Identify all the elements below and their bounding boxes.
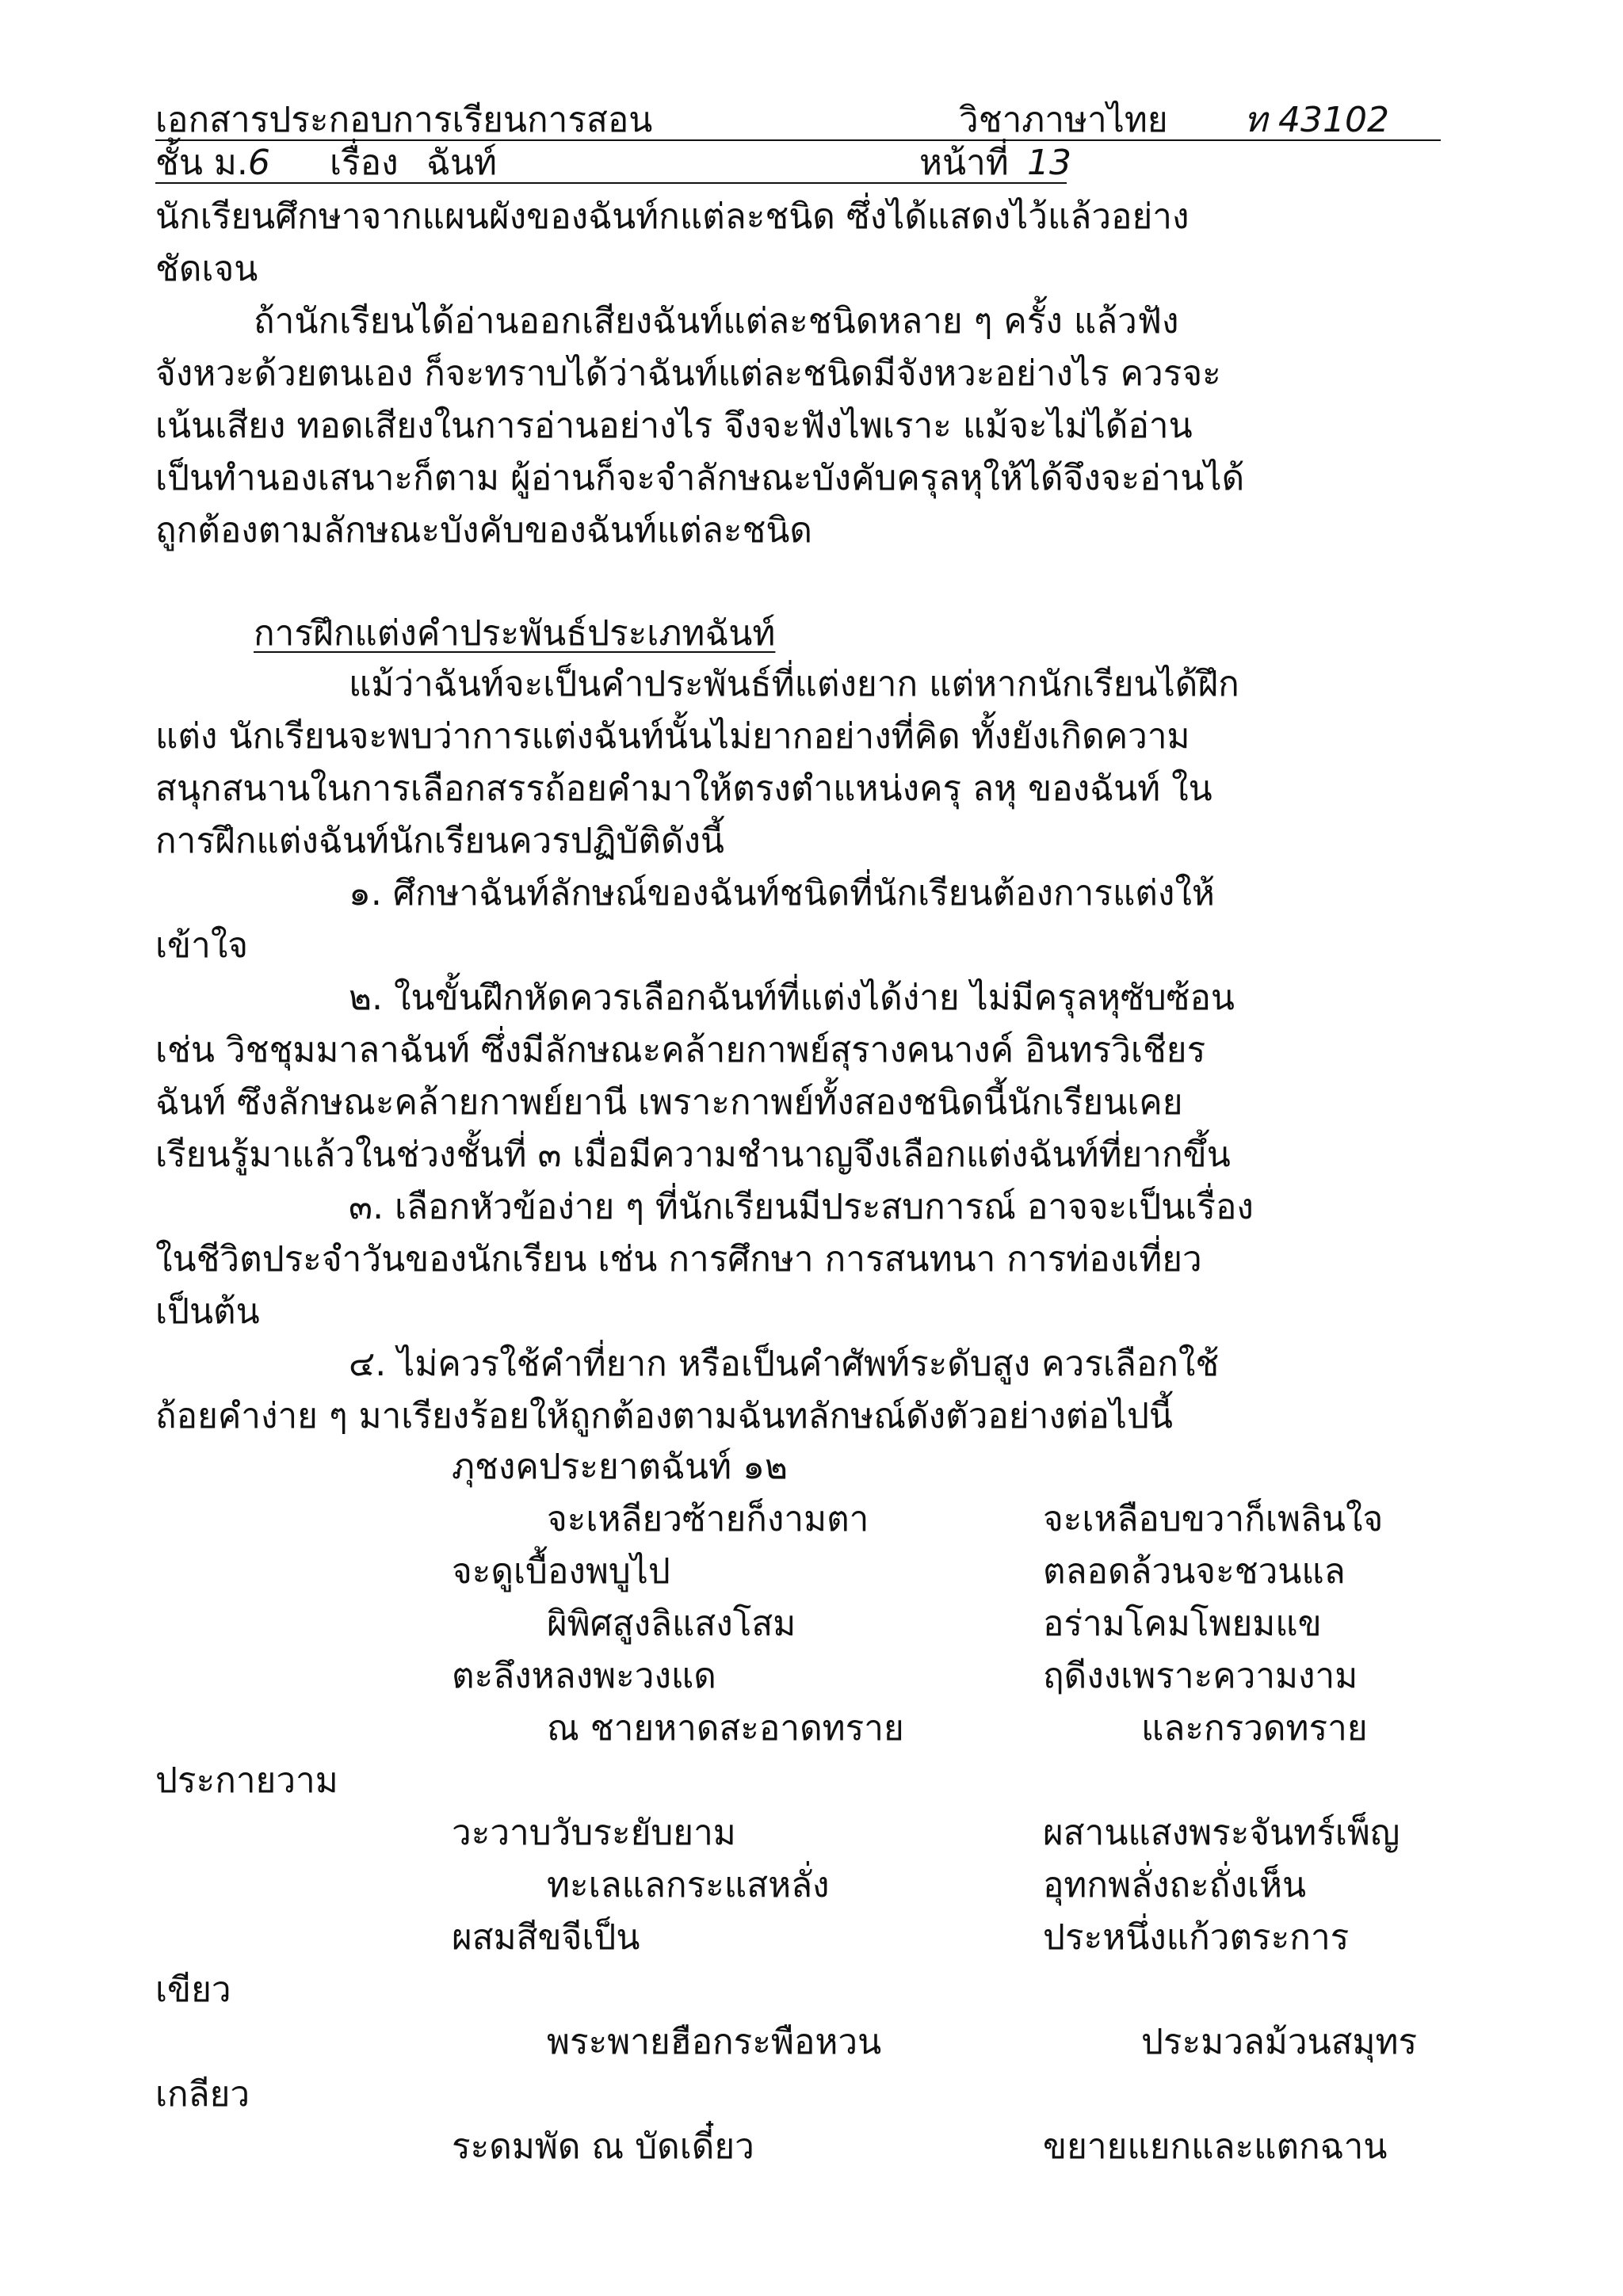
poem-verse-right: อุทกพลั่งถะถั่งเห็น [1043, 1865, 1307, 1905]
poem-verse-left: วะวาบวับระยับยาม [452, 1813, 736, 1853]
poem-overflow-line: ประกายวาม [155, 1760, 338, 1801]
intro-line: เป็นทำนองเสนาะก็ตาม ผู้อ่านก็จะจำลักษณะบังคับครุลหุให้ได้จึงจะอ่านได้ [155, 458, 1245, 498]
poem-verse-right: ฤดีงงเพราะความงาม [1043, 1656, 1358, 1696]
poem-verse-right: ขยายแยกและแตกฉาน [1043, 2126, 1388, 2167]
section-line: เช่น วิชชุมมาลาฉันท์ ซึ่งมีลักษณะคล้ายกาพย์สุรางคนางค์ อินทรวิเชียร [155, 1030, 1206, 1070]
intro-line: เน้นเสียง ทอดเสียงในการอ่านอย่างไร จึงจะฟังไพเราะ แม้จะไม่ได้อ่าน [155, 406, 1193, 446]
grade-label: ชั้น ม. [155, 143, 248, 183]
header-grade [155, 141, 270, 185]
poem-verse-right: ตลอดล้วนจะชวนแล [1043, 1551, 1346, 1592]
section-line: การฝึกแต่งฉันท์นักเรียนควรปฏิบัติดังนี้ [155, 821, 725, 861]
header-doc-title: เอกสารประกอบการเรียนการสอน [155, 100, 653, 140]
header-underline-2 [155, 182, 1067, 184]
header-subject: วิชาภาษาไทย [959, 100, 1168, 140]
course-code-prefix: ท [1244, 100, 1268, 140]
poem-overflow-line: เขียว [155, 1970, 231, 2010]
poem-verse-right: ประหนึ่งแก้วตระการ [1043, 1917, 1350, 1958]
poem-verse-left: ทะเลแลกระแสหลั่ง [547, 1865, 830, 1905]
intro-line: ถ้านักเรียนได้อ่านออกเสียงฉันท์แต่ละชนิดหลาย ๆ ครั้ง แล้วฟัง [254, 301, 1179, 341]
intro-line: นักเรียนศึกษาจากแผนผังของฉันท์กแต่ละชนิด ซึ่งได้แสดงไว้แล้วอย่าง [155, 196, 1190, 237]
list-item-1: ๑. ศึกษาฉันท์ลักษณ์ของฉันท์ชนิดที่นักเรียนต้องการแต่งให้ [349, 873, 1215, 913]
section-line: แม้ว่าฉันท์จะเป็นคำประพันธ์ที่แต่งยาก แต่หากนักเรียนได้ฝึก [349, 664, 1239, 704]
poem-verse-right: จะเหลือบขวาก็เพลินใจ [1043, 1499, 1384, 1539]
poem-verse-left: จะดูเบื้องพบูไป [452, 1551, 670, 1592]
poem-verse-left: ผิพิศสูงลิแสงโสม [547, 1604, 796, 1644]
section-line: เข้าใจ [155, 925, 249, 966]
section-line: ฉันท์ ซึงลักษณะคล้ายกาพย์ยานี เพราะกาพย์ทั้งสองชนิดนี้นักเรียนเคย [155, 1082, 1183, 1123]
header-topic: ฉันท์ [426, 143, 498, 183]
section-line: เรียนรู้มาแล้วในช่วงชั้นที่ ๓ เมื่อมีความชำนาญจึงเลือกแต่งฉันท์ที่ยากขึ้น [155, 1135, 1231, 1175]
poem-verse-right: อร่ามโคมโพยมแข [1043, 1604, 1322, 1644]
poem-verse-left: ผสมสีขจีเป็น [452, 1917, 640, 1958]
header-topic-label: เรื่อง [330, 143, 399, 183]
list-item-2: ๒. ในขั้นฝึกหัดควรเลือกฉันท์ที่แต่งได้ง่าย ไม่มีครุลหุซับซ้อน [349, 978, 1235, 1018]
section-line: ในชีวิตประจำวันของนักเรียน เช่น การศึกษา การสนทนา การท่องเที่ยว [155, 1239, 1202, 1280]
section-line: สนุกสนานในการเลือกสรรถ้อยคำมาให้ตรงตำแหน่งครุ ลหุ ของฉันท์ ใน [155, 769, 1212, 809]
section-line: ถ้อยคำง่าย ๆ มาเรียงร้อยให้ถูกต้องตามฉันทลักษณ์ดังตัวอย่างต่อไปนี้ [155, 1396, 1173, 1436]
poem-verse-right: ประมวลม้วนสมุทร [1141, 2022, 1418, 2062]
poem-verse-left: ระดมพัด ณ บัดเดี๋ยว [452, 2126, 754, 2167]
header-page-label: หน้าที่ [919, 143, 1009, 183]
section-heading: การฝึกแต่งคำประพันธ์ประเภทฉันท์ [254, 613, 776, 654]
intro-line: ชัดเจน [155, 249, 258, 289]
header-course-code [1244, 98, 1389, 143]
section-line: เป็นต้น [155, 1291, 260, 1332]
course-code-number: 43102 [1278, 100, 1389, 140]
grade-number: 6 [247, 143, 270, 183]
poem-verse-left: ตะลึงหลงพะวงแด [452, 1656, 716, 1696]
poem-verse-right: ผสานแสงพระจันทร์เพ็ญ [1043, 1813, 1400, 1853]
header-page-number: 13 [1027, 143, 1071, 183]
poem-overflow-line: เกลียว [155, 2074, 250, 2115]
poem-title: ภุชงคประยาตฉันท์ ๑๒ [452, 1447, 789, 1487]
intro-line: จังหวะด้วยตนเอง ก็จะทราบได้ว่าฉันท์แต่ละชนิดมีจังหวะอย่างไร ควรจะ [155, 353, 1221, 394]
list-item-3: ๓. เลือกหัวข้อง่าย ๆ ที่นักเรียนมีประสบการณ์ อาจจะเป็นเรื่อง [349, 1187, 1254, 1227]
intro-line: ถูกต้องตามลักษณะบังคับของฉันท์แต่ละชนิด [155, 510, 812, 551]
list-item-4: ๔. ไม่ควรใช้คำที่ยาก หรือเป็นคำศัพท์ระดับสูง ควรเลือกใช้ [349, 1344, 1220, 1384]
poem-verse-left: จะเหลียวซ้ายก็งามตา [547, 1499, 869, 1539]
poem-verse-right: และกรวดทราย [1141, 1708, 1368, 1749]
poem-verse-left: ณ ชายหาดสะอาดทราย [547, 1708, 904, 1749]
poem-verse-left: พระพายฮือกระพือหวน [547, 2022, 882, 2062]
section-line: แต่ง นักเรียนจะพบว่าการแต่งฉันท์นั้นไม่ยากอย่างที่คิด ทั้งยังเกิดความ [155, 716, 1190, 757]
